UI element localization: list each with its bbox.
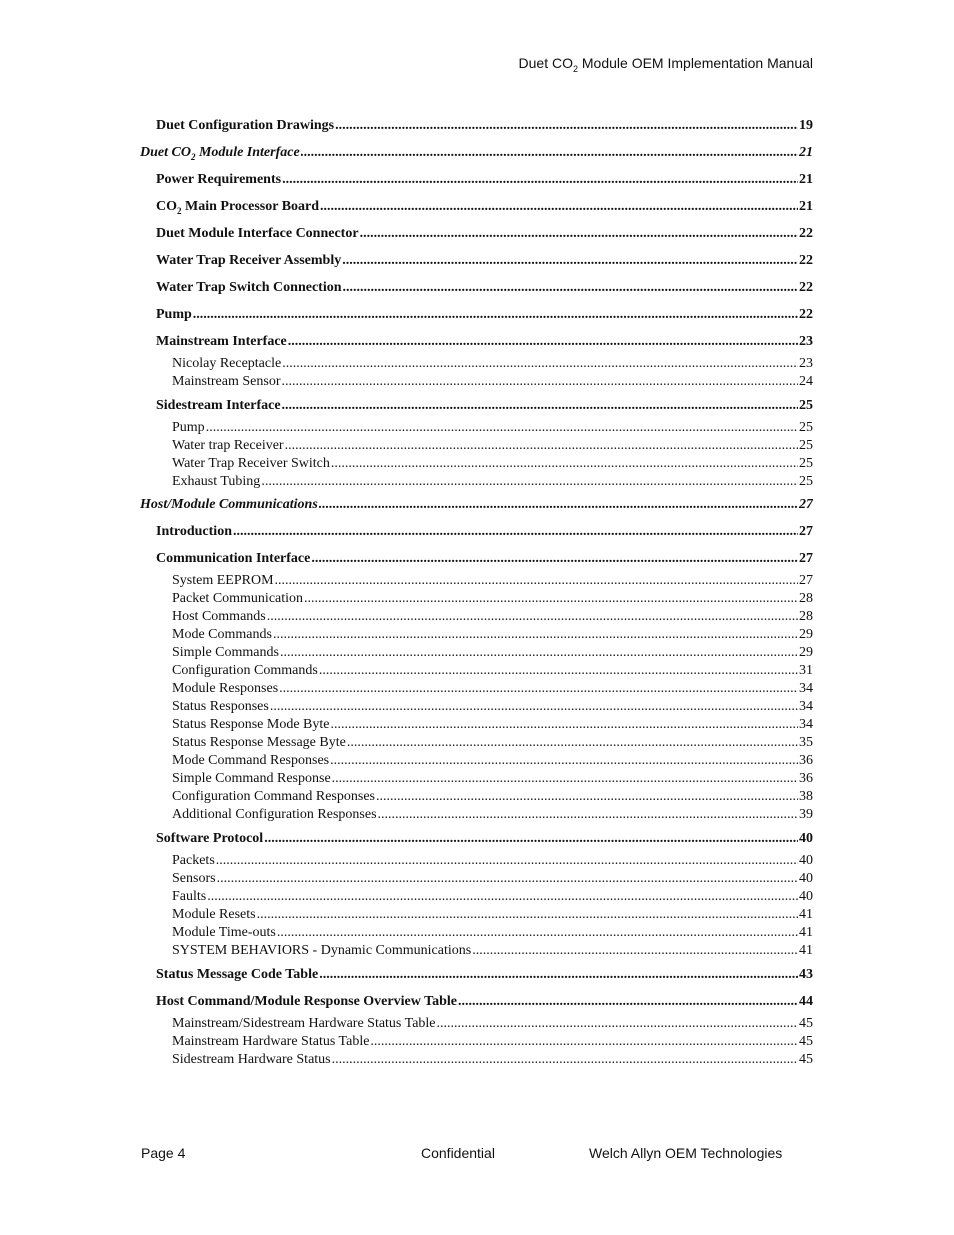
toc-dot-leader <box>319 961 798 988</box>
toc-entry[interactable] <box>140 1051 813 1069</box>
toc-entry-title: Duet Module Interface Connector <box>156 226 359 241</box>
toc-dot-leader <box>342 247 798 274</box>
toc-entry[interactable] <box>140 437 813 455</box>
toc-entry-page: 31 <box>799 663 813 678</box>
toc-entry-title: Status Responses <box>172 699 269 714</box>
toc-entry-page: 40 <box>799 889 813 904</box>
toc-dot-leader <box>285 437 798 455</box>
toc-entry[interactable] <box>140 274 813 301</box>
toc-entry-title: Water trap Receiver <box>172 438 284 453</box>
toc-entry[interactable] <box>140 644 813 662</box>
toc-entry[interactable] <box>140 301 813 328</box>
toc-dot-leader <box>360 220 798 247</box>
toc-entry[interactable] <box>140 626 813 644</box>
toc-entry-title: Simple Command Response <box>172 771 331 786</box>
toc-dot-leader <box>281 373 798 391</box>
toc-dot-leader <box>370 1033 798 1051</box>
toc-dot-leader <box>282 355 798 373</box>
toc-entry-page: 23 <box>799 334 813 349</box>
toc-dot-leader <box>275 572 798 590</box>
toc-entry[interactable] <box>140 590 813 608</box>
toc-dot-leader <box>304 590 798 608</box>
toc-dot-leader <box>264 825 798 852</box>
toc-entry-page: 24 <box>799 374 813 389</box>
toc-entry-page: 25 <box>799 474 813 489</box>
toc-entry[interactable] <box>140 355 813 373</box>
toc-entry-page: 27 <box>799 573 813 588</box>
toc-entry[interactable] <box>140 328 813 355</box>
toc-entry-title: Power Requirements <box>156 172 282 187</box>
toc-entry[interactable] <box>140 680 813 698</box>
toc-entry[interactable] <box>140 608 813 626</box>
toc-entry[interactable] <box>140 906 813 924</box>
toc-dot-leader <box>376 788 798 806</box>
toc-entry-title: Nicolay Receptacle <box>172 356 282 371</box>
header-title-prefix: Duet CO <box>518 55 573 71</box>
toc-entry-page: 45 <box>799 1016 813 1031</box>
toc-entry[interactable] <box>140 455 813 473</box>
toc-dot-leader <box>207 888 798 906</box>
toc-dot-leader <box>282 166 798 193</box>
toc-entry[interactable] <box>140 662 813 680</box>
toc-entry-title: Module Time-outs <box>172 925 276 940</box>
toc-entry[interactable] <box>140 373 813 391</box>
toc-entry-page: 27 <box>799 551 813 566</box>
toc-entry[interactable] <box>140 166 813 193</box>
toc-dot-leader <box>233 518 798 545</box>
toc-dot-leader <box>277 924 798 942</box>
toc-entry-page: 34 <box>799 699 813 714</box>
toc-dot-leader <box>217 870 798 888</box>
toc-entry-page: 25 <box>799 456 813 471</box>
toc-entry-title: Sidestream Interface <box>156 398 281 413</box>
toc-entry-title: Additional Configuration Responses <box>172 807 377 822</box>
header-title-subscript: 2 <box>572 63 578 74</box>
toc-entry-title: Mainstream Hardware Status Table <box>172 1034 370 1049</box>
toc-entry-title: System EEPROM <box>172 573 274 588</box>
toc-entry-title: Packet Communication <box>172 591 304 606</box>
toc-entry-title: Status Response Mode Byte <box>172 717 330 732</box>
toc-dot-leader <box>206 419 798 437</box>
toc-entry-page: 27 <box>799 497 813 512</box>
toc-entry[interactable] <box>140 942 813 960</box>
toc-entry[interactable] <box>140 491 813 518</box>
toc-entry-title: Sidestream Hardware Status <box>172 1052 331 1067</box>
toc-entry-title: Mainstream/Sidestream Hardware Status Table <box>172 1016 436 1031</box>
footer-company: Welch Allyn OEM Technologies <box>589 1145 783 1161</box>
toc-entry-title: Exhaust Tubing <box>172 474 261 489</box>
toc-entry[interactable] <box>140 788 813 806</box>
toc-entry-page: 41 <box>799 943 813 958</box>
toc-entry-page: 38 <box>799 789 813 804</box>
toc-entry[interactable] <box>140 961 813 988</box>
toc-entry-title: Host Commands <box>172 609 266 624</box>
toc-entry-title: Mode Commands <box>172 627 272 642</box>
toc-dot-leader <box>216 852 798 870</box>
toc-entry-page: 22 <box>799 280 813 295</box>
toc-entry-title: Communication Interface <box>156 551 311 566</box>
toc-entry-page: 21 <box>799 172 813 187</box>
toc-entry-title: Faults <box>172 889 207 904</box>
toc-entry-page: 45 <box>799 1034 813 1049</box>
toc-entry-title: Simple Commands <box>172 645 279 660</box>
toc-entry-page: 43 <box>799 967 813 982</box>
toc-entry-title: Water Trap Receiver Assembly <box>156 253 342 268</box>
toc-dot-leader <box>331 455 798 473</box>
toc-entry-title: Module Resets <box>172 907 256 922</box>
toc-dot-leader <box>267 608 798 626</box>
toc-dot-leader <box>378 806 798 824</box>
toc-entry-page: 40 <box>799 871 813 886</box>
toc-entry-page: 41 <box>799 907 813 922</box>
toc-dot-leader <box>273 626 798 644</box>
header-title-suffix: Module OEM Implementation Manual <box>578 55 813 71</box>
toc-entry-page: 36 <box>799 771 813 786</box>
toc-entry-title: Packets <box>172 853 215 868</box>
toc-entry-title: Water Trap Switch Connection <box>156 280 342 295</box>
toc-entry-title: Configuration Commands <box>172 663 318 678</box>
toc-entry-title: Pump <box>156 307 192 322</box>
toc-dot-leader <box>261 473 798 491</box>
toc-entry-title: Module Responses <box>172 681 279 696</box>
toc-entry[interactable] <box>140 698 813 716</box>
toc-dot-leader <box>282 392 798 419</box>
toc-entry-page: 25 <box>799 420 813 435</box>
toc-entry[interactable] <box>140 924 813 942</box>
toc-entry[interactable] <box>140 825 813 852</box>
toc-entry[interactable] <box>140 112 813 139</box>
toc-dot-leader <box>330 752 798 770</box>
toc-entry-page: 45 <box>799 1052 813 1067</box>
toc-entry-page: 34 <box>799 717 813 732</box>
toc-entry-title: Mainstream Sensor <box>172 374 281 389</box>
toc-dot-leader <box>335 112 798 139</box>
toc-entry[interactable] <box>140 419 813 437</box>
toc-entry-title: Duet Configuration Drawings <box>156 118 335 133</box>
toc-dot-leader <box>270 698 798 716</box>
toc-entry-page: 22 <box>799 253 813 268</box>
toc-entry[interactable] <box>140 888 813 906</box>
toc-entry[interactable] <box>140 572 813 590</box>
toc-entry-title: Sensors <box>172 871 216 886</box>
toc-entry-page: 29 <box>799 645 813 660</box>
toc-entry-page: 21 <box>799 145 813 160</box>
toc-entry-page: 19 <box>799 118 813 133</box>
toc-dot-leader <box>320 193 798 220</box>
toc-entry-page: 22 <box>799 226 813 241</box>
toc-entry-title: Software Protocol <box>156 831 264 846</box>
footer-confidential: Confidential <box>421 1145 495 1161</box>
toc-entry-page: 27 <box>799 524 813 539</box>
toc-entry-page: 41 <box>799 925 813 940</box>
toc-entry[interactable] <box>140 806 813 824</box>
toc-entry[interactable] <box>140 139 813 166</box>
toc-entry-page: 22 <box>799 307 813 322</box>
toc-entry[interactable] <box>140 734 813 752</box>
toc-entry-title: Water Trap Receiver Switch <box>172 456 330 471</box>
toc-entry[interactable] <box>140 473 813 491</box>
toc-entry-page: 23 <box>799 356 813 371</box>
toc-entry-page: 28 <box>799 591 813 606</box>
toc-entry-page: 35 <box>799 735 813 750</box>
toc-entry-title: $CO_2$ Main Processor Board <box>156 199 320 216</box>
toc-entry-title: Pump <box>172 420 205 435</box>
toc-entry[interactable] <box>140 1015 813 1033</box>
toc-entry-title: Mainstream Interface <box>156 334 287 349</box>
footer-page-number: Page 4 <box>141 1145 186 1161</box>
toc-dot-leader <box>331 716 799 734</box>
toc-dot-leader <box>472 942 798 960</box>
toc-entry[interactable] <box>140 852 813 870</box>
toc-entry[interactable] <box>140 1033 813 1051</box>
toc-entry[interactable] <box>140 988 813 1015</box>
toc-entry-page: 28 <box>799 609 813 624</box>
toc-dot-leader <box>347 734 798 752</box>
toc-entry-title: Mode Command Responses <box>172 753 330 768</box>
toc-entry-title: Host Command/Module Response Overview Table <box>156 994 458 1009</box>
toc-dot-leader <box>288 328 798 355</box>
toc-entry-page: 39 <box>799 807 813 822</box>
toc-dot-leader <box>332 1051 798 1069</box>
toc-entry-page: 25 <box>799 438 813 453</box>
toc-dot-leader <box>437 1015 798 1033</box>
toc-entry-page: 40 <box>799 831 813 846</box>
toc-entry[interactable] <box>140 247 813 274</box>
toc-entry[interactable] <box>140 545 813 572</box>
toc-entry-title: Configuration Command Responses <box>172 789 375 804</box>
table-of-contents <box>140 112 813 1069</box>
toc-dot-leader <box>279 680 798 698</box>
toc-dot-leader <box>458 988 798 1015</box>
toc-entry[interactable] <box>140 716 813 734</box>
toc-entry-title: SYSTEM BEHAVIORS - Dynamic Communications <box>172 943 472 958</box>
toc-entry-page: 34 <box>799 681 813 696</box>
toc-dot-leader <box>319 491 798 518</box>
toc-dot-leader <box>301 139 798 166</box>
toc-entry[interactable] <box>140 193 813 220</box>
toc-entry-title: Host/Module Communications <box>140 497 318 512</box>
toc-entry-title: Introduction <box>156 524 232 539</box>
toc-dot-leader <box>257 906 798 924</box>
toc-dot-leader <box>280 644 798 662</box>
toc-entry-page: 21 <box>799 199 813 214</box>
toc-entry-title: Status Message Code Table <box>156 967 319 982</box>
page-header <box>519 55 813 74</box>
toc-entry-page: 40 <box>799 853 813 868</box>
toc-entry-title: Duet $CO_2$ Module Interface <box>140 145 300 162</box>
toc-entry[interactable] <box>140 220 813 247</box>
toc-dot-leader <box>332 770 798 788</box>
toc-dot-leader <box>343 274 798 301</box>
toc-entry[interactable] <box>140 752 813 770</box>
toc-entry[interactable] <box>140 518 813 545</box>
toc-entry-title: Status Response Message Byte <box>172 735 346 750</box>
toc-entry-page: 44 <box>799 994 813 1009</box>
toc-dot-leader <box>319 662 798 680</box>
toc-dot-leader <box>193 301 798 328</box>
toc-dot-leader <box>311 545 798 572</box>
toc-entry-page: 25 <box>799 398 813 413</box>
toc-entry[interactable] <box>140 870 813 888</box>
toc-entry[interactable] <box>140 770 813 788</box>
toc-entry[interactable] <box>140 392 813 419</box>
toc-entry-page: 36 <box>799 753 813 768</box>
toc-entry-page: 29 <box>799 627 813 642</box>
